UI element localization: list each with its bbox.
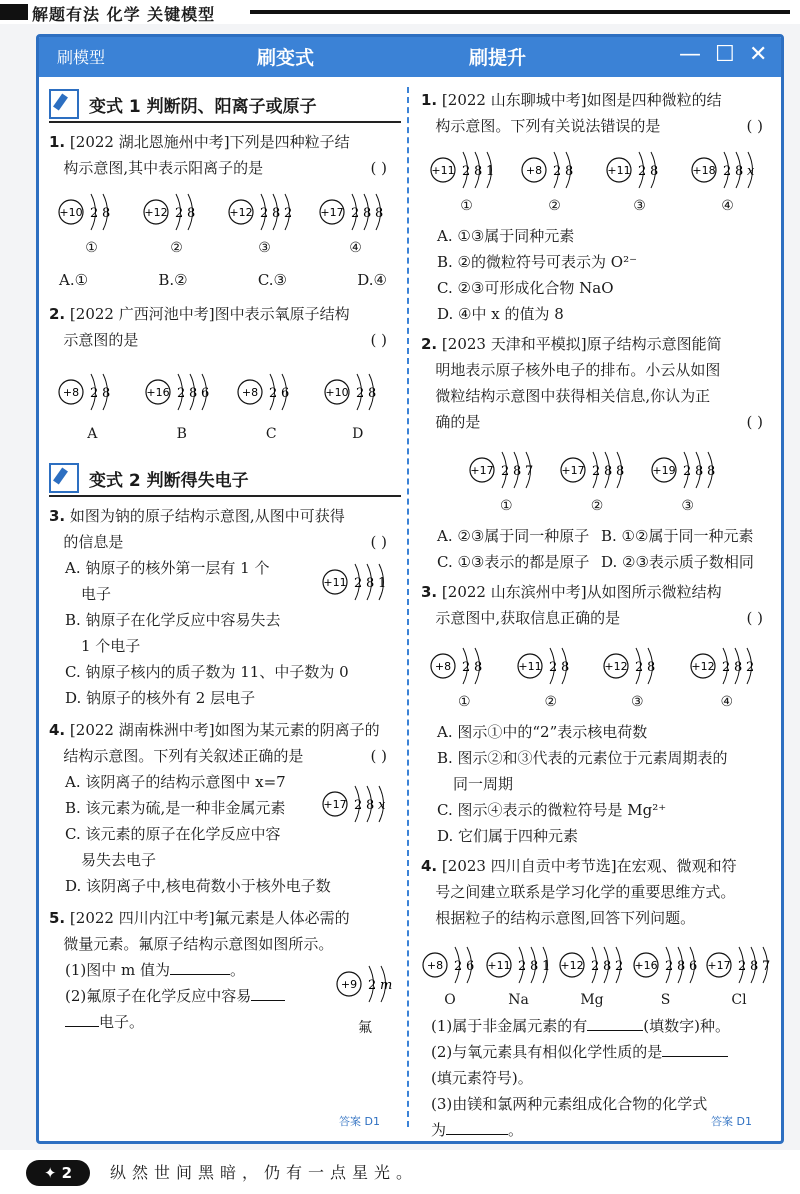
atom-diagram (236, 367, 306, 447)
atom-structure-svg (321, 557, 397, 603)
atom-structure-svg (689, 641, 765, 687)
atom-diagram (516, 641, 586, 715)
nucleus-charge: +16 (633, 959, 658, 972)
shell-electron-count: 2 (501, 464, 510, 479)
question-number: 1. (49, 133, 66, 151)
question-text: 的信息是 (63, 533, 124, 551)
shell-electron-count: 2 (682, 464, 691, 479)
shell-electron-count: 8 (271, 206, 280, 221)
atom-diagram (57, 187, 127, 261)
atom-structure-svg (236, 367, 306, 413)
question-l4 (49, 717, 401, 899)
nucleus-charge: +8 (426, 959, 444, 972)
shell-electron-count: 8 (734, 164, 743, 179)
diagram-label: Cl (731, 992, 747, 1008)
atom-structure-svg (57, 187, 127, 233)
diagram-label: O (444, 992, 456, 1008)
diagram-label: ④ (349, 240, 362, 256)
top-header (0, 0, 800, 24)
question-text: 号之间建立联系是学习化学的重要思维方式。 (435, 883, 736, 901)
diagram-label: Mg (580, 992, 604, 1008)
shell-electron-count: 8 (694, 464, 703, 479)
nucleus-charge: +11 (486, 959, 511, 972)
question-number: 1. (421, 91, 438, 109)
window-titlebar (39, 37, 781, 77)
diagram-label: ② (548, 198, 561, 214)
nucleus-charge: +8 (63, 386, 80, 399)
answer-ref[interactable]: 答案 D1 (711, 1115, 752, 1128)
shell-electron-count: x (746, 164, 754, 179)
question-number: 5. (49, 909, 66, 927)
question-text: 明地表示原子核外电子的排布。小云从如图 (435, 361, 721, 379)
question-number: 4. (421, 857, 438, 875)
shell-electron-count: 2 (462, 660, 471, 675)
shell-electron-count: 7 (762, 959, 771, 974)
atom-diagram (318, 187, 394, 261)
atom-diagrams (49, 367, 401, 447)
shell-electron-count: 2 (615, 959, 624, 974)
nucleus-charge: +16 (146, 386, 170, 399)
question-r3 (421, 579, 773, 849)
question-text: [2022 湖北恩施州中考]下列是四种粒子结 (69, 133, 350, 151)
atom-diagram (142, 187, 212, 261)
atom-structure-svg (705, 941, 773, 985)
diagram-label: ② (544, 694, 558, 710)
option[interactable]: B. ①②属于同一种元素 (601, 527, 754, 545)
shell-electron-count: 2 (269, 386, 278, 401)
nucleus-charge: +11 (323, 576, 347, 589)
nucleus-charge: +18 (691, 164, 716, 177)
shell-electron-count: 7 (525, 464, 534, 479)
atom-diagram (689, 641, 765, 715)
option[interactable]: A. ①③属于同种元素 (437, 227, 575, 245)
shell-electron-count: 2 (90, 386, 99, 401)
diagram-label: C (265, 426, 277, 442)
option[interactable]: D. 该阴离子中,核电荷数小于核外电子数 (65, 877, 331, 895)
atom-structure-svg (227, 187, 303, 233)
atom-structure-svg (485, 941, 553, 985)
nucleus-charge: +8 (242, 386, 259, 399)
sub-question: (填元素符号)。 (431, 1069, 533, 1087)
sub-question: (2)与氧元素具有相似化学性质的是 (431, 1043, 663, 1061)
content-window (36, 34, 784, 1144)
nucleus-charge: +8 (435, 660, 452, 673)
atom-diagram (429, 145, 505, 219)
header-marker (0, 4, 28, 20)
shell-electron-count: 2 (552, 164, 561, 179)
shell-electron-count: 8 (366, 576, 375, 591)
atom-diagram (323, 367, 393, 447)
shell-electron-count: 2 (664, 959, 673, 974)
nucleus-charge: +17 (470, 464, 494, 477)
diagram-label: B (176, 426, 187, 442)
atom-diagram (559, 445, 635, 519)
pencil-icon (49, 89, 79, 119)
answer-blank[interactable] (251, 1000, 285, 1001)
shell-electron-count: 1 (378, 576, 387, 591)
option[interactable]: C. ①③表示的都是原子 (437, 553, 590, 571)
nucleus-charge: +17 (323, 798, 347, 811)
atom-structure-svg (516, 641, 586, 687)
option-continued: 易失去电子 (81, 851, 157, 869)
shell-electron-count: 2 (591, 959, 600, 974)
question-r2 (421, 331, 773, 575)
answer-paren: ( ) (370, 747, 387, 765)
option[interactable]: C.③ (257, 271, 288, 289)
nucleus-charge: +10 (58, 206, 83, 219)
nucleus-charge: +12 (560, 959, 584, 972)
shell-electron-count: 8 (473, 164, 482, 179)
sub-question: 电子。 (99, 1013, 145, 1031)
answer-paren: ( ) (370, 533, 387, 551)
atom-diagram (690, 145, 766, 219)
atom-diagram (650, 445, 726, 519)
question-l2 (49, 301, 401, 447)
shell-electron-count: 6 (200, 386, 210, 401)
diagram-label: ③ (630, 694, 644, 710)
diagram-label: ③ (258, 240, 271, 256)
section-title: 变式 1 判断阴、阳离子或原子 (89, 96, 317, 117)
answer-paren: ( ) (370, 159, 387, 177)
shell-electron-count: x (378, 798, 386, 813)
option[interactable]: A. 该阴离子的结构示意图中 x=7 (65, 773, 286, 791)
question-text: 构示意图。下列有关说法错误的是 (435, 117, 661, 135)
sub-question: 。 (508, 1121, 524, 1139)
shell-electron-count: 8 (474, 660, 483, 675)
question-number: 3. (421, 583, 438, 601)
atom-diagrams (421, 445, 773, 519)
nucleus-charge: +17 (561, 464, 585, 477)
atom-structure-svg (520, 145, 590, 191)
maximize-button[interactable]: ☐ (715, 42, 735, 67)
fluorine-diagram (335, 959, 395, 1041)
atom-structure-svg (632, 941, 700, 985)
question-text: [2022 山东滨州中考]从如图所示微粒结构 (441, 583, 722, 601)
shell-electron-count: 2 (745, 660, 755, 675)
nucleus-charge: +19 (652, 464, 676, 477)
section-header-2 (49, 461, 401, 497)
section-header-1 (49, 87, 401, 123)
shell-electron-count: 8 (733, 660, 743, 675)
shell-electron-count: 8 (603, 464, 613, 479)
option[interactable]: B. 钠原子在化学反应中容易失去 (65, 611, 281, 629)
atom-diagrams (421, 145, 773, 219)
question-text: 确的是 (435, 413, 481, 431)
answer-paren: ( ) (746, 117, 763, 135)
pencil-icon (49, 463, 79, 493)
shell-electron-count: 6 (466, 959, 475, 974)
shell-electron-count: 8 (374, 206, 383, 221)
question-text: 微粒结构示意图中获得相关信息,你认为正 (435, 387, 711, 405)
shell-electron-count: 2 (738, 959, 747, 974)
option-continued: 电子 (81, 585, 112, 603)
sub-question: (填数字)种。 (643, 1017, 730, 1035)
atom-diagram (468, 445, 544, 519)
shell-electron-count: 2 (721, 660, 731, 675)
question-number: 3. (49, 507, 66, 525)
diagram-label: ② (590, 498, 604, 514)
section-title: 变式 2 判断得失电子 (89, 470, 249, 491)
nucleus-charge: +9 (340, 978, 358, 991)
shell-electron-count: 8 (750, 959, 759, 974)
atom-diagram (632, 941, 700, 1013)
question-text: [2022 湖南株洲中考]如图为某元素的阴离子的 (69, 721, 380, 739)
shell-electron-count: 2 (461, 164, 470, 179)
tab-variant[interactable]: 刷变式 (257, 47, 315, 69)
atom-diagrams (421, 941, 773, 1013)
diagram-label: ① (500, 498, 513, 514)
answer-paren: ( ) (746, 413, 763, 431)
question-l5: 5. [2022 四川内江中考]氟元素是人体必需的 微量元素。氟原子结构示意图如图所示。 (1)图中 m 值为 。 (2)氟原子在化学反应中容易 电子。 +9 2 m 氟 (49, 905, 401, 1035)
nucleus-charge: +11 (606, 164, 631, 177)
atom-diagram (558, 941, 626, 1013)
atom-diagram (227, 187, 303, 261)
atom-diagram (57, 367, 127, 447)
atom-structure-svg (142, 187, 212, 233)
atom-diagram (421, 941, 479, 1013)
shell-electron-count: 8 (649, 164, 658, 179)
diagram-label: ② (170, 240, 183, 256)
answer-blank[interactable] (587, 1030, 643, 1031)
question-text: [2022 山东聊城中考]如图是四种微粒的结 (441, 91, 722, 109)
sub-question: (3)由镁和氯两种元素组成化合物的化学式 (431, 1095, 708, 1113)
question-number: 4. (49, 721, 66, 739)
shell-electron-count: 8 (188, 386, 198, 401)
shell-electron-count: 2 (174, 206, 183, 221)
page-footer (0, 1150, 800, 1194)
shell-electron-count: 8 (186, 206, 195, 221)
atom-diagram (605, 145, 675, 219)
shell-electron-count: 8 (367, 386, 377, 401)
nucleus-charge: +12 (604, 660, 628, 673)
answer-paren: ( ) (746, 609, 763, 627)
diagram-label: ④ (720, 694, 734, 710)
shell-electron-count: 8 (603, 959, 612, 974)
atom-diagram (485, 941, 553, 1013)
option[interactable]: D. ④中 x 的值为 8 (437, 305, 564, 323)
shell-electron-count: 8 (676, 959, 685, 974)
minimize-button[interactable]: — (679, 42, 701, 67)
book-title: 解题有法 化学 关键模型 (32, 5, 216, 24)
shell-electron-count: 2 (548, 660, 558, 675)
option[interactable]: B. 图示②和③代表的元素位于元素周期表的 (437, 749, 728, 767)
question-r4 (421, 853, 773, 1143)
question-text: 构示意图,其中表示阳离子的是 (63, 159, 264, 177)
answer-blank[interactable] (662, 1056, 728, 1057)
diagram-label: A (87, 426, 98, 442)
question-text: 示意图的是 (63, 331, 139, 349)
diagram-label: ① (85, 240, 98, 256)
option[interactable]: A. 钠原子的核外第一层有 1 个 (65, 559, 270, 577)
sub-question: 为 (431, 1121, 447, 1139)
shell-electron-count: 8 (513, 464, 522, 479)
nucleus-charge: +12 (691, 660, 715, 673)
atom-structure-svg (323, 367, 393, 413)
question-r1 (421, 87, 773, 327)
diagram-label: ④ (721, 198, 734, 214)
question-text: 根据粒子的结构示意图,回答下列问题。 (435, 909, 696, 927)
diagram-label: S (660, 992, 671, 1008)
option[interactable]: A.① (59, 271, 89, 289)
sub-question: (1)属于非金属元素的有 (431, 1017, 588, 1035)
atom-structure-svg (559, 445, 635, 491)
atom-structure-svg (558, 941, 626, 985)
question-text: 示意图中,获取信息正确的是 (435, 609, 621, 627)
header-rule (250, 10, 790, 14)
question-text: 结构示意图。下列有关叙述正确的是 (63, 747, 304, 765)
question-text: 如图为钠的原子结构示意图,从图中可获得 (69, 507, 345, 525)
shell-electron-count: 2 (637, 164, 646, 179)
question-l3 (49, 503, 401, 711)
shell-electron-count: 2 (517, 959, 526, 974)
atom-structure-svg (429, 145, 505, 191)
option[interactable]: C. 钠原子核内的质子数为 11、中子数为 0 (65, 663, 349, 681)
shell-electron-count: 6 (281, 386, 290, 401)
column-divider (407, 87, 409, 1127)
nucleus-charge: +17 (707, 959, 731, 972)
question-text: [2023 四川自贡中考节选]在宏观、微观和符 (441, 857, 737, 875)
question-text: [2023 天津和平模拟]原子结构示意图能简 (441, 335, 722, 353)
atom-diagrams (49, 187, 401, 261)
option[interactable]: B. ②的微粒符号可表示为 O²⁻ (437, 253, 638, 271)
shell-electron-count: 2 (635, 660, 644, 675)
option[interactable]: D. ②③表示质子数相同 (601, 553, 754, 571)
option[interactable]: C. 该元素的原子在化学反应中容 (65, 825, 281, 843)
shell-electron-count: 8 (615, 464, 625, 479)
diagram-label: 氟 (358, 1020, 372, 1036)
tab-model[interactable]: 刷模型 (57, 48, 106, 67)
shell-electron-count: 2 (722, 164, 731, 179)
atom-diagram (429, 641, 499, 715)
answer-blank[interactable] (446, 1134, 508, 1135)
option-row (49, 267, 401, 293)
atom-structure-svg (690, 145, 766, 191)
shell-electron-count: 2 (283, 206, 292, 221)
shell-electron-count: 1 (485, 164, 494, 179)
question-text: [2022 广西河池中考]图中表示氧原子结构 (69, 305, 350, 323)
option-continued: 1 个电子 (81, 637, 141, 655)
shell-electron-count: 2 (591, 464, 601, 479)
diagram-label: ③ (681, 498, 694, 514)
option[interactable]: C. ②③可形成化合物 NaO (437, 279, 614, 297)
shell-electron-count: 8 (560, 660, 570, 675)
shell-electron-count: 8 (101, 206, 110, 221)
nucleus-charge: +17 (319, 206, 344, 219)
footer-motto: 纵然世间黑暗，仍有一点星光。 (110, 1163, 419, 1182)
shell-electron-count: 2 (350, 206, 359, 221)
shell-electron-count: 2 (354, 576, 363, 591)
option[interactable]: A. ②③属于同一种原子 (437, 527, 590, 545)
option[interactable]: A. 图示①中的“2”表示核电荷数 (437, 723, 648, 741)
atom-diagrams (421, 641, 773, 715)
atom-diagram (602, 641, 672, 715)
atom-structure-svg (421, 941, 479, 985)
shell-electron-count: 2 (176, 386, 186, 401)
answer-ref[interactable]: 答案 D1 (339, 1115, 380, 1128)
shell-electron-count: 8 (362, 206, 371, 221)
close-button[interactable]: ✕ (749, 42, 768, 67)
question-number: 2. (421, 335, 438, 353)
option[interactable]: C. 图示④表示的微粒符号是 Mg²⁺ (437, 801, 667, 819)
option[interactable]: D. 它们属于四种元素 (437, 827, 579, 845)
shell-electron-count: 8 (706, 464, 715, 479)
atom-structure-svg (57, 367, 127, 413)
question-text: 微量元素。氟原子结构示意图如图所示。 (63, 935, 334, 953)
shell-electron-count: 1 (541, 959, 550, 974)
shell-electron-count: 8 (366, 798, 375, 813)
atom-structure-svg (650, 445, 726, 491)
question-l1 (49, 129, 401, 293)
atom-structure-svg (468, 445, 544, 491)
answer-paren: ( ) (370, 331, 387, 349)
atom-structure-svg (318, 187, 394, 233)
option[interactable]: B.② (158, 271, 188, 289)
answer-blank[interactable] (65, 1026, 99, 1027)
atom-structure-svg (602, 641, 672, 687)
diagram-label: ③ (633, 198, 646, 214)
shell-electron-count: 8 (564, 164, 573, 179)
option[interactable]: D. 钠原子的核外有 2 层电子 (65, 689, 256, 707)
shell-electron-count: 2 (368, 978, 377, 993)
shell-electron-count: 8 (647, 660, 656, 675)
atom-structure-svg (605, 145, 675, 191)
shell-electron-count: 8 (529, 959, 538, 974)
atom-diagram (144, 367, 220, 447)
diagram-label: ① (460, 198, 473, 214)
atom-diagram (705, 941, 773, 1013)
atom-structure-svg (335, 959, 395, 1005)
atom-diagram (520, 145, 590, 219)
atom-structure-svg (321, 779, 397, 825)
diagram-label: ① (457, 694, 471, 710)
shell-electron-count: 2 (354, 798, 363, 813)
nucleus-charge: +12 (228, 206, 253, 219)
shell-electron-count: m (380, 978, 393, 993)
nucleus-charge: +11 (518, 660, 542, 673)
option[interactable]: B. 该元素为硫,是一种非金属元素 (65, 799, 286, 817)
sodium-atom-diagram (321, 557, 397, 611)
shell-electron-count: 2 (259, 206, 268, 221)
page-number: ✦ 2 (26, 1160, 90, 1186)
option[interactable]: D.④ (357, 271, 387, 289)
shell-electron-count: 2 (355, 386, 365, 401)
question-text: [2022 四川内江中考]氟元素是人体必需的 (69, 909, 350, 927)
atom-structure-svg (429, 641, 499, 687)
nucleus-charge: +10 (325, 386, 349, 399)
shell-electron-count: 2 (454, 959, 463, 974)
sub-question: (2)氟原子在化学反应中容易 (65, 987, 252, 1005)
answer-blank[interactable] (170, 974, 230, 975)
shell-electron-count: 8 (102, 386, 111, 401)
nucleus-charge: +11 (430, 164, 455, 177)
question-number: 2. (49, 305, 66, 323)
nucleus-charge: +12 (143, 206, 168, 219)
atom-structure-svg (144, 367, 220, 413)
left-column (49, 83, 401, 1128)
nucleus-charge: +8 (525, 164, 542, 177)
sub-question: (1)图中 m 值为 (65, 961, 171, 979)
option-continued: 同一周期 (453, 775, 514, 793)
right-column (421, 83, 773, 1143)
anion-diagram (321, 779, 397, 833)
tab-improve[interactable]: 刷提升 (469, 47, 527, 69)
diagram-label: D (352, 426, 364, 442)
shell-electron-count: 2 (89, 206, 98, 221)
diagram-label: Na (508, 992, 529, 1008)
shell-electron-count: 6 (688, 959, 697, 974)
